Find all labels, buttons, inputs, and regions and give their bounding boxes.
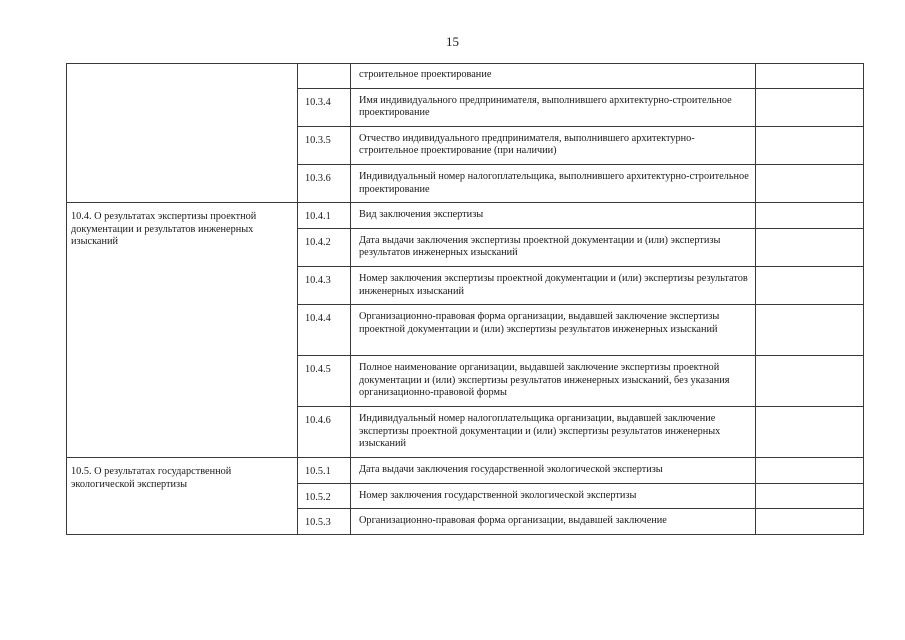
row-description: Организационно-правовая форма организации, выдавшей заключение экспертизы проектной документации и (или) экспертизы результатов инженерных изысканий bbox=[351, 305, 756, 356]
row-description: Номер заключения экспертизы проектной документации и (или) экспертизы результатов инженерных изысканий bbox=[351, 266, 756, 304]
row-value-cell bbox=[756, 305, 864, 356]
section-heading-10-4: 10.4. О результатах экспертизы проектной документации и результатов инженерных изысканий bbox=[67, 203, 298, 458]
data-table bbox=[66, 63, 864, 535]
row-code: 10.3.4 bbox=[298, 88, 351, 126]
row-description: Вид заключения экспертизы bbox=[351, 203, 756, 229]
row-value-cell bbox=[756, 126, 864, 164]
row-value-cell bbox=[756, 64, 864, 89]
table-row bbox=[67, 458, 864, 484]
page-number: 15 bbox=[446, 34, 459, 49]
row-value-cell bbox=[756, 483, 864, 509]
row-description: Организационно-правовая форма организации, выдавшей заключение bbox=[351, 509, 756, 535]
row-value-cell bbox=[756, 458, 864, 484]
row-code: 10.4.1 bbox=[298, 203, 351, 229]
row-value-cell bbox=[756, 356, 864, 407]
row-code: 10.5.2 bbox=[298, 483, 351, 509]
row-code: 10.4.2 bbox=[298, 228, 351, 266]
row-description: Номер заключения государственной экологической экспертизы bbox=[351, 483, 756, 509]
table-row bbox=[67, 203, 864, 229]
row-description: строительное проектирование bbox=[351, 64, 756, 89]
row-value-cell bbox=[756, 266, 864, 304]
section-cell-blank bbox=[67, 64, 298, 203]
row-value-cell bbox=[756, 228, 864, 266]
row-value-cell bbox=[756, 88, 864, 126]
row-description: Индивидуальный номер налогоплательщика организации, выдавшей заключение экспертизы проектной документации и (или) экспертизы результатов инженерных изысканий bbox=[351, 407, 756, 458]
row-value-cell bbox=[756, 509, 864, 535]
row-value-cell bbox=[756, 164, 864, 202]
section-heading-10-5: 10.5. О результатах государственной экологической экспертизы bbox=[67, 458, 298, 535]
row-description: Отчество индивидуального предпринимателя, выполнившего архитектурно-строительное проектирование (при наличии) bbox=[351, 126, 756, 164]
row-value-cell bbox=[756, 203, 864, 229]
row-description: Полное наименование организации, выдавшей заключение экспертизы проектной документации и (или) экспертизы результатов инженерных изысканий, без указания организационно-правовой формы bbox=[351, 356, 756, 407]
row-code: 10.4.5 bbox=[298, 356, 351, 407]
row-description: Индивидуальный номер налогоплательщика, выполнившего архитектурно-строительное проектирование bbox=[351, 164, 756, 202]
row-value-cell bbox=[756, 407, 864, 458]
row-code: 10.3.5 bbox=[298, 126, 351, 164]
row-code: 10.4.3 bbox=[298, 266, 351, 304]
row-code bbox=[298, 64, 351, 89]
row-description: Дата выдачи заключения экспертизы проектной документации и (или) экспертизы результатов инженерных изысканий bbox=[351, 228, 756, 266]
row-code: 10.5.1 bbox=[298, 458, 351, 484]
row-description: Дата выдачи заключения государственной экологической экспертизы bbox=[351, 458, 756, 484]
row-code: 10.4.6 bbox=[298, 407, 351, 458]
row-code: 10.3.6 bbox=[298, 164, 351, 202]
row-code: 10.4.4 bbox=[298, 305, 351, 356]
row-code: 10.5.3 bbox=[298, 509, 351, 535]
row-description: Имя индивидуального предпринимателя, выполнившего архитектурно-строительное проектирование bbox=[351, 88, 756, 126]
table-row bbox=[67, 64, 864, 89]
